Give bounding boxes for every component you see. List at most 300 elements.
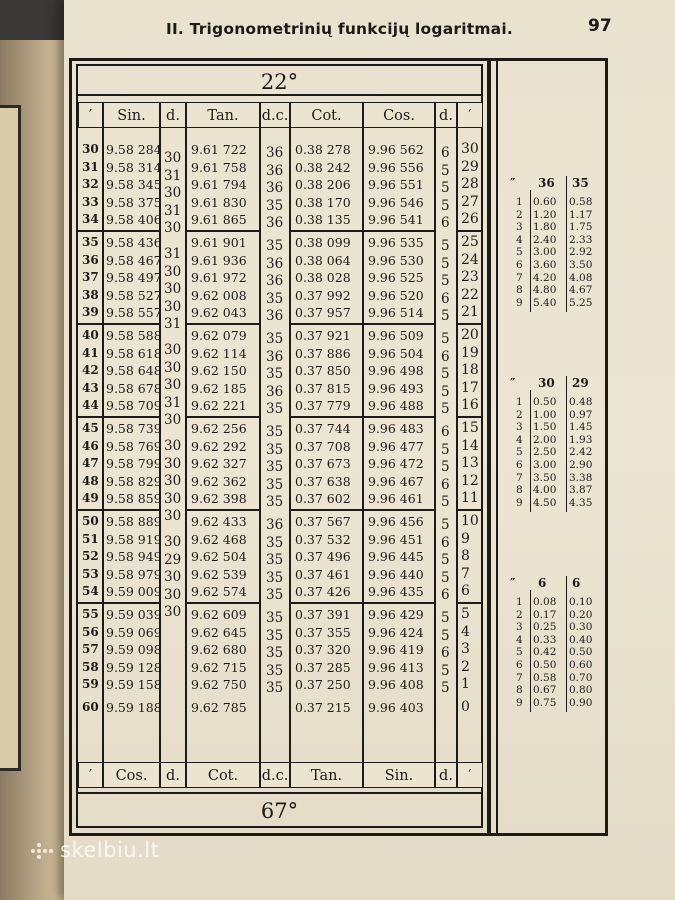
d-sin-value: 30 (164, 490, 182, 507)
group-separator (186, 602, 260, 604)
minute-left: 39 (82, 305, 99, 320)
pp-cell: 2.50 (533, 446, 557, 459)
cos-value: 9.96 445 (368, 549, 424, 565)
group-separator (78, 509, 160, 511)
cot-value: 0.37 320 (295, 642, 351, 658)
minute-right: 0 (461, 699, 470, 715)
pp-cell: 2 (516, 408, 523, 421)
pp-header (510, 576, 600, 592)
cot-value: 0.37 815 (295, 380, 351, 396)
sin-value: 9.58 557 (106, 305, 162, 321)
cos-value: 9.96 509 (368, 328, 424, 343)
d-cos-value: 6 (441, 145, 450, 161)
cos-value: 9.96 408 (368, 677, 424, 693)
d-sin-value: 31 (164, 246, 182, 262)
pp-cell: 2.90 (569, 459, 593, 471)
log-table (76, 64, 483, 828)
watermark-logo-icon (30, 842, 56, 860)
cos-value: 9.96 556 (368, 159, 424, 175)
minute-left: 47 (82, 456, 99, 471)
minute-right: 4 (461, 623, 470, 640)
sin-value: 9.58 889 (106, 514, 162, 529)
d-cos-value: 5 (441, 610, 450, 626)
minute-right: 17 (461, 379, 479, 396)
pp-cell: 1 (516, 196, 523, 208)
minute-left: 45 (82, 421, 99, 435)
pp-cell: 0.90 (569, 696, 593, 709)
sin-value: 9.59 039 (106, 607, 162, 622)
sin-value: 9.58 829 (106, 473, 162, 489)
cos-value: 9.96 477 (368, 438, 424, 454)
minute-right: 26 (461, 211, 479, 228)
d-tan-value: 35 (266, 569, 284, 586)
pp-row (510, 497, 600, 509)
sin-value: 9.59 158 (106, 677, 162, 693)
column-separator (289, 102, 291, 788)
d-cos-value: 5 (441, 494, 450, 511)
pp-cell: 2.00 (533, 433, 557, 446)
pp-row (510, 196, 600, 208)
sin-value: 9.58 588 (106, 328, 162, 343)
pp-cell: 0.48 (569, 396, 593, 408)
pp-row (510, 609, 600, 621)
pp-cell: 6 (516, 459, 523, 471)
sin-value: 9.58 284 (106, 142, 162, 157)
minute-left: 35 (82, 235, 99, 249)
sin-value: 9.59 188 (106, 700, 162, 715)
d-tan-value: 35 (266, 610, 284, 626)
pp-cell: 0.30 (569, 621, 593, 634)
watermark-text: skelbiu.lt (60, 838, 160, 862)
pp-cell: 0.08 (533, 596, 557, 608)
pp-row (510, 697, 600, 709)
cot-value: 0.37 708 (295, 438, 351, 454)
pp-cell: 5.40 (533, 296, 557, 309)
pp-row (510, 297, 600, 309)
pp-row (510, 284, 600, 296)
col-header: Cot. (290, 102, 363, 128)
pp-cell: 2 (516, 208, 523, 221)
cot-value: 0.37 779 (295, 398, 351, 414)
d-tan-value: 36 (266, 215, 284, 232)
minute-right: 11 (461, 490, 479, 507)
minute-left: 33 (82, 194, 99, 209)
cot-value: 0.37 391 (295, 607, 351, 622)
pp-cell: 4.35 (569, 496, 593, 509)
tan-value: 9.62 785 (191, 700, 247, 715)
tan-value: 9.62 468 (191, 531, 247, 547)
cot-value: 0.38 135 (295, 212, 351, 228)
pp-cell: 3.38 (569, 471, 593, 484)
minute-right: 25 (461, 234, 479, 250)
tan-value: 9.61 972 (191, 270, 247, 286)
group-separator (457, 323, 483, 325)
cos-value: 9.96 493 (368, 380, 424, 396)
sin-value: 9.58 919 (106, 531, 162, 547)
d-tan-value: 35 (266, 331, 284, 347)
group-separator (290, 509, 435, 511)
pp-cell: 1.93 (569, 433, 593, 446)
col-footer: d. (435, 762, 457, 788)
minute-left: 59 (82, 677, 99, 692)
cot-value: 0.38 064 (295, 252, 351, 268)
minute-right: 24 (461, 251, 479, 268)
d-cos-value: 5 (441, 238, 450, 254)
pp-cell: 9 (516, 296, 523, 309)
minute-right: 20 (461, 327, 479, 343)
d-sin-value: 30 (164, 150, 182, 166)
d-tan-value: 35 (266, 441, 284, 458)
d-sin-value: 30 (164, 359, 182, 376)
pp-cell: 4.08 (569, 271, 593, 284)
tan-value: 9.62 079 (191, 328, 247, 343)
d-sin-value: 30 (164, 412, 182, 429)
minute-right: 1 (461, 676, 470, 693)
minute-right: 2 (461, 658, 470, 675)
sin-value: 9.58 678 (106, 380, 162, 396)
pp-row (510, 221, 600, 233)
pp-cell: 3.60 (533, 259, 557, 271)
cot-value: 0.37 426 (295, 584, 351, 600)
cot-value: 0.37 921 (295, 328, 351, 343)
tan-value: 9.62 433 (191, 514, 247, 529)
sin-value: 9.58 739 (106, 421, 162, 436)
sin-value: 9.58 375 (106, 194, 162, 210)
minute-left: 42 (82, 363, 99, 378)
col-header: ′ (457, 102, 483, 128)
cos-value: 9.96 488 (368, 398, 424, 414)
pp-cell: 0.58 (569, 196, 593, 208)
tan-value: 9.62 256 (191, 421, 247, 436)
minute-left: 48 (82, 473, 99, 488)
d-cos-value: 6 (441, 534, 450, 551)
d-tan-value: 35 (266, 197, 284, 214)
group-separator (78, 416, 160, 418)
minute-right: 15 (461, 420, 479, 436)
minute-right: 14 (461, 437, 479, 454)
d-tan-value: 36 (266, 348, 284, 365)
pp-cell: 0.75 (533, 696, 557, 709)
cot-value: 0.37 992 (295, 287, 351, 303)
pp-cell: 0.97 (569, 408, 593, 421)
pp-cell: 7 (516, 271, 523, 284)
pp-cell: 0.80 (569, 684, 593, 697)
pp-row (510, 459, 600, 471)
pp-cell: 2.33 (569, 233, 593, 246)
d-cos-value: 5 (441, 383, 450, 400)
minute-right: 6 (461, 583, 470, 600)
minute-right: 22 (461, 286, 479, 303)
cot-value: 0.37 886 (295, 345, 351, 361)
cos-value: 9.96 541 (368, 212, 424, 228)
cos-value: 9.96 403 (368, 700, 424, 715)
cot-value: 0.37 744 (295, 421, 351, 436)
tan-value: 9.61 794 (191, 177, 247, 193)
minute-right: 18 (461, 362, 479, 379)
sin-value: 9.59 069 (106, 624, 162, 640)
d-sin-value: 31 (164, 167, 182, 184)
frame-divider (487, 58, 491, 836)
pp-cell: 4.67 (569, 284, 593, 297)
pp-header-cell: 6 (572, 576, 581, 590)
minute-left: 49 (82, 491, 99, 506)
pp-cell: 3.50 (569, 259, 593, 271)
col-header: d. (435, 102, 457, 128)
d-sin-value: 30 (164, 220, 182, 237)
d-tan-value: 36 (266, 273, 284, 290)
tan-value: 9.62 150 (191, 363, 247, 379)
minute-right: 9 (461, 530, 470, 547)
tan-value: 9.62 398 (191, 491, 247, 507)
d-tan-value: 36 (266, 180, 284, 197)
pp-cell: 1 (516, 396, 523, 408)
pp-cell: 9 (516, 496, 523, 509)
pp-cell: 4 (516, 433, 523, 446)
tan-value: 9.62 114 (191, 345, 247, 361)
pp-cell: 2.92 (569, 246, 593, 259)
cos-value: 9.96 467 (368, 473, 424, 489)
pp-row (510, 646, 600, 658)
d-cos-value: 5 (441, 569, 450, 586)
pp-header-cell: 6 (538, 576, 547, 590)
d-cos-value: 6 (441, 215, 450, 232)
cos-value: 9.96 424 (368, 624, 424, 640)
tan-value: 9.62 185 (191, 380, 247, 396)
d-tan-value: 35 (266, 494, 284, 511)
d-tan-value: 36 (266, 383, 284, 400)
cos-value: 9.96 504 (368, 345, 424, 361)
pp-cell: 1.80 (533, 221, 557, 234)
pp-row (510, 234, 600, 246)
tan-value: 9.62 327 (191, 456, 247, 472)
pp-header-cell: ″ (510, 376, 516, 390)
group-separator (78, 230, 160, 232)
cos-value: 9.96 413 (368, 659, 424, 675)
pp-header-cell: 29 (572, 376, 589, 390)
d-cos-value: 6 (441, 424, 450, 440)
cos-value: 9.96 419 (368, 642, 424, 658)
pp-row (510, 484, 600, 496)
pp-row (510, 634, 600, 646)
pp-row (510, 446, 600, 458)
pp-cell: 6 (516, 659, 523, 671)
minute-left: 56 (82, 624, 99, 639)
minute-left: 38 (82, 287, 99, 302)
minute-right: 10 (461, 513, 479, 529)
minute-right: 30 (461, 141, 479, 157)
d-sin-value: 30 (164, 586, 182, 603)
pp-cell: 2.42 (569, 446, 593, 459)
d-tan-value: 35 (266, 459, 284, 476)
minute-right: 29 (461, 158, 479, 175)
d-tan-value: 35 (266, 534, 284, 551)
frame-divider-thin (496, 58, 498, 836)
d-tan-value: 35 (266, 401, 284, 418)
pp-cell: 0.33 (533, 633, 557, 646)
pp-cell: 0.60 (569, 659, 593, 671)
pp-cell: 0.58 (533, 671, 557, 684)
tan-value: 9.62 715 (191, 659, 247, 675)
col-footer: d. (160, 762, 186, 788)
col-header: Cos. (363, 102, 435, 128)
minute-left: 46 (82, 438, 99, 453)
d-cos-value: 5 (441, 662, 450, 679)
column-separator (434, 102, 436, 788)
d-cos-value: 5 (441, 180, 450, 197)
watermark (34, 838, 159, 862)
sin-value: 9.58 345 (106, 177, 162, 193)
sin-value: 9.58 406 (106, 212, 162, 228)
group-separator (78, 323, 160, 325)
minute-left: 53 (82, 566, 99, 581)
sin-value: 9.58 799 (106, 456, 162, 472)
cos-value: 9.96 535 (368, 235, 424, 250)
pp-cell: 3.50 (533, 471, 557, 484)
group-separator (290, 416, 435, 418)
pp-cell: 1.20 (533, 208, 557, 221)
minute-right: 12 (461, 472, 479, 489)
minute-left: 58 (82, 659, 99, 674)
pp-cell: 5.25 (569, 296, 593, 309)
d-cos-value: 6 (441, 587, 450, 604)
group-separator (78, 602, 160, 604)
d-tan-value: 35 (266, 680, 284, 697)
cos-value: 9.96 514 (368, 305, 424, 321)
pp-row (510, 396, 600, 408)
cos-value: 9.96 440 (368, 566, 424, 582)
tan-value: 9.61 722 (191, 142, 247, 157)
d-cos-value: 5 (441, 308, 450, 325)
cot-value: 0.37 285 (295, 659, 351, 675)
pp-cell: 4.00 (533, 484, 557, 497)
d-sin-value: 31 (164, 394, 182, 411)
cos-value: 9.96 461 (368, 491, 424, 507)
cot-value: 0.37 602 (295, 491, 351, 507)
cot-value: 0.37 215 (295, 700, 351, 715)
pp-cell: 4 (516, 233, 523, 246)
tan-value: 9.62 221 (191, 398, 247, 414)
bottom-degree: 67° (78, 792, 481, 826)
d-sin-value: 30 (164, 438, 182, 454)
minute-right: 3 (461, 641, 470, 658)
minute-left: 36 (82, 252, 99, 267)
tan-value: 9.61 901 (191, 235, 247, 250)
minute-right: 7 (461, 565, 470, 582)
pp-cell: 6 (516, 259, 523, 271)
pp-header (510, 376, 600, 392)
minute-left: 32 (82, 177, 99, 192)
cos-value: 9.96 520 (368, 287, 424, 303)
minute-left: 50 (82, 514, 99, 528)
tan-value: 9.61 758 (191, 159, 247, 175)
minute-left: 43 (82, 380, 99, 395)
cot-value: 0.37 638 (295, 473, 351, 489)
minute-left: 55 (82, 607, 99, 621)
pp-cell: 1 (516, 596, 523, 608)
d-tan-value: 35 (266, 290, 284, 307)
pp-cell: 5 (516, 446, 523, 459)
cot-value: 0.37 957 (295, 305, 351, 321)
cos-value: 9.96 546 (368, 194, 424, 210)
group-separator (457, 416, 483, 418)
minute-right: 19 (461, 344, 479, 361)
pp-cell: 0.50 (569, 646, 593, 659)
d-cos-value: 5 (441, 255, 450, 272)
pp-cell: 5 (516, 646, 523, 659)
pp-row (510, 472, 600, 484)
cot-value: 0.37 567 (295, 514, 351, 529)
d-sin-value: 29 (164, 551, 182, 568)
d-cos-value: 5 (441, 627, 450, 644)
d-cos-value: 5 (441, 162, 450, 179)
cos-value: 9.96 562 (368, 142, 424, 157)
sin-value: 9.58 527 (106, 287, 162, 303)
d-sin-value: 30 (164, 377, 182, 394)
pp-cell: 3 (516, 221, 523, 234)
col-footer: Cot. (186, 762, 260, 788)
tan-value: 9.62 574 (191, 584, 247, 600)
pp-cell: 3.87 (569, 484, 593, 497)
left-page-frame (0, 105, 21, 771)
minute-left: 31 (82, 159, 99, 174)
pp-row (510, 596, 600, 608)
sin-value: 9.58 497 (106, 270, 162, 286)
d-tan-value: 35 (266, 645, 284, 662)
cos-value: 9.96 525 (368, 270, 424, 286)
d-sin-value: 30 (164, 263, 182, 280)
pp-cell: 7 (516, 671, 523, 684)
cot-value: 0.37 850 (295, 363, 351, 379)
tan-value: 9.62 680 (191, 642, 247, 658)
cot-value: 0.37 532 (295, 531, 351, 547)
pp-cell: 2.40 (533, 233, 557, 246)
pp-cell: 0.70 (569, 671, 593, 684)
minute-right: 23 (461, 269, 479, 286)
d-cos-value: 6 (441, 476, 450, 493)
page-number: 97 (588, 16, 612, 36)
minute-left: 41 (82, 345, 99, 360)
pp-row (510, 409, 600, 421)
group-separator (186, 416, 260, 418)
group-separator (186, 509, 260, 511)
cos-value: 9.96 435 (368, 584, 424, 600)
col-footer: Cos. (103, 762, 160, 788)
cos-value: 9.96 498 (368, 363, 424, 379)
pp-row (510, 209, 600, 221)
pp-cell: 9 (516, 696, 523, 709)
sin-value: 9.58 859 (106, 491, 162, 507)
minute-right: 16 (461, 397, 479, 414)
pp-header (510, 176, 600, 192)
pp-cell: 2 (516, 608, 523, 621)
sin-value: 9.58 618 (106, 345, 162, 361)
pp-cell: 3 (516, 421, 523, 434)
col-footer: Tan. (290, 762, 363, 788)
d-tan-value: 35 (266, 238, 284, 254)
minute-left: 40 (82, 328, 99, 342)
pp-cell: 0.50 (533, 396, 557, 408)
d-cos-value: 5 (441, 441, 450, 458)
d-sin-value: 30 (164, 569, 182, 586)
pp-cell: 0.20 (569, 608, 593, 621)
d-sin-value: 30 (164, 281, 182, 298)
minute-right: 27 (461, 193, 479, 210)
column-separator (259, 102, 261, 788)
d-tan-value: 35 (266, 552, 284, 569)
d-tan-value: 36 (266, 255, 284, 272)
d-cos-value: 5 (441, 459, 450, 476)
d-cos-value: 5 (441, 552, 450, 569)
